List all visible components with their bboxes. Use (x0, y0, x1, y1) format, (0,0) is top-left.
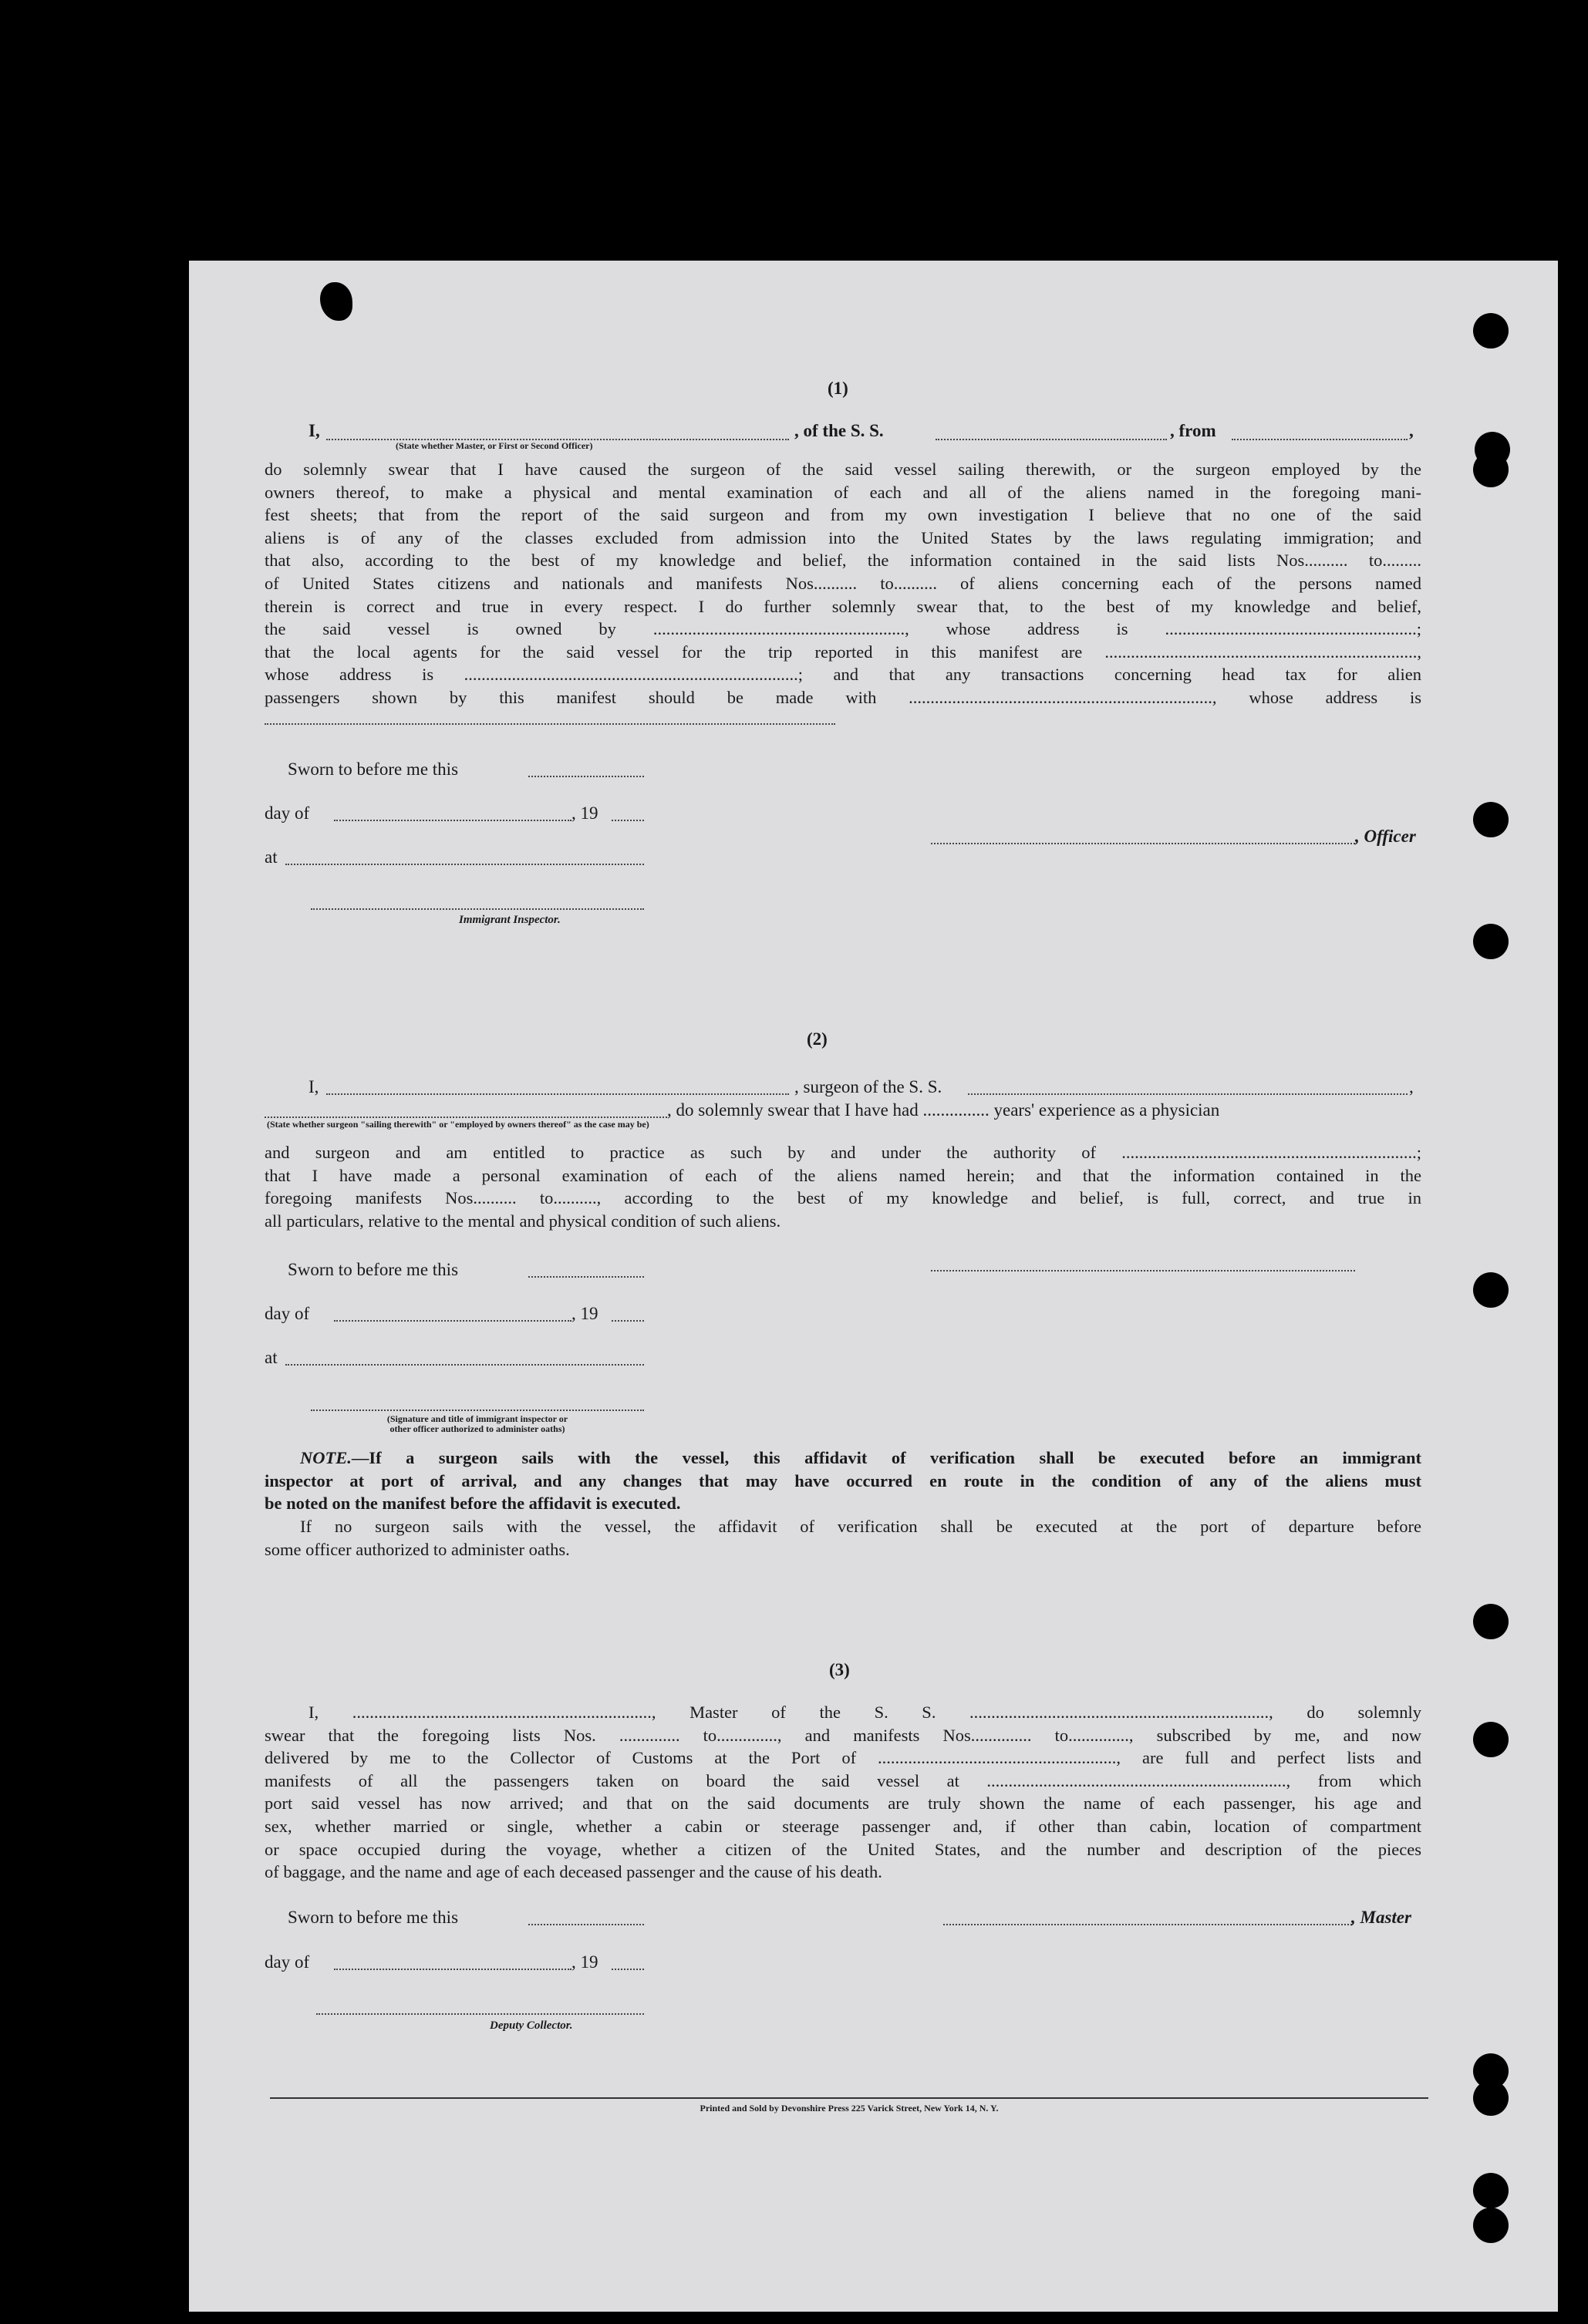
s2-oath-paragraph: and surgeon and am entitled to practice as such by and under the authority of ....................................................................; that I have made a personal examination of each of the aliens named herein; and that the information contained in the foregoing manifests Nos.......... to.........., according to the best of my knowledge and belief, is full, correct, and true in all particulars, relative to the mental and physical condition of such aliens. (265, 1143, 1421, 1231)
s1-sworn-label: Sworn to before me this (288, 760, 459, 779)
s2-experience-line: , do solemnly swear that I have had ............... years' experience as a physician (667, 1100, 1220, 1120)
footer-rule (270, 2097, 1428, 2099)
s1-end-comma: , (1409, 421, 1414, 440)
punch-hole (1473, 1722, 1509, 1757)
note-label: NOTE. (300, 1448, 352, 1467)
section-2-number: (2) (807, 1029, 828, 1049)
s2-inspector-signature[interactable] (311, 1410, 644, 1411)
s1-officer-signature[interactable] (931, 843, 1355, 844)
s1-ship-field[interactable] (936, 439, 1167, 440)
s2-sworn-field[interactable] (528, 1276, 644, 1278)
s1-sworn-field[interactable] (528, 776, 644, 777)
s2-day-field[interactable] (334, 1320, 571, 1322)
s2-at-label: at (265, 1348, 278, 1367)
s3-year-label: , 19 (571, 1952, 598, 1972)
s3-collector-signature[interactable] (316, 2013, 644, 2015)
punch-hole (1473, 2173, 1509, 2208)
s2-surgeon-name-field[interactable] (326, 1093, 789, 1095)
s1-from-field[interactable] (1232, 439, 1408, 440)
s1-i-label: I, (308, 421, 320, 440)
s2-hint: (State whether surgeon "sailing therewith" or "employed by owners thereof" as the case may be) (267, 1119, 649, 1130)
s3-day-label: day of (265, 1952, 310, 1972)
section-3-number: (3) (829, 1660, 850, 1679)
punch-hole (1473, 924, 1509, 959)
punch-hole (1473, 2208, 1509, 2243)
note-paragraph-1: NOTE.—If a surgeon sails with the vessel, this affidavit of verification shall be executed before an immigrant inspector at port of arrival, and any changes that may have occurred en route in the condition of any of the aliens must be noted on the manifest before the affidavit is executed. (265, 1448, 1421, 1514)
form-page (189, 261, 1558, 2312)
note-paragraph-2: If no surgeon sails with the vessel, the affidavit of verification shall be executed at the port of departure before some officer authorized to administer oaths. (265, 1517, 1421, 1559)
s1-at-label: at (265, 847, 278, 867)
s2-status-field[interactable] (265, 1117, 667, 1118)
s2-day-label: day of (265, 1304, 310, 1323)
s2-year-field[interactable] (612, 1320, 644, 1322)
s2-i-label: I, (308, 1077, 319, 1096)
printer-imprint: Printed and Sold by Devonshire Press 225 Varick Street, New York 14, N. Y. (700, 2103, 999, 2113)
s3-collector-label: Deputy Collector. (490, 2019, 573, 2032)
s1-inspector-signature[interactable] (311, 908, 644, 910)
punch-hole (1473, 802, 1509, 837)
s3-oath-paragraph: I, ....................................................................., Master of the S. S. ....................................................................., do solemnly swear that the foregoing lists Nos. .............. to.............., and manifests Nos.............. to.............., subscribed by me, and now delivered by me to the Collector of Customs at the Port of ......................................................., are full and perfect lists and manifests of all the passengers taken on board the said vessel at ....................................................................., from which port said vessel has now arrived; and that on the said documents are truly shown the name of each passenger, his age and sex, whether married or single, whether a cabin or steerage passenger and, if other than cabin, location of compartment or space occupied during the voyage, whether a citizen of the United States, and the number and description of the pieces of baggage, and the name and age of each deceased passenger and the cause of his death. (265, 1703, 1421, 1882)
s2-sworn-label: Sworn to before me this (288, 1260, 459, 1279)
s3-sworn-field[interactable] (528, 1924, 644, 1925)
s1-hint: (State whether Master, or First or Second Officer) (396, 440, 593, 451)
s2-surgeon-signature[interactable] (931, 1270, 1355, 1271)
s1-day-label: day of (265, 803, 310, 823)
s1-year-label: , 19 (571, 803, 598, 823)
s1-address-field[interactable] (265, 723, 835, 725)
punch-hole (1473, 452, 1509, 487)
punch-hole (1473, 2080, 1509, 2116)
s3-master-label: , Master (1351, 1908, 1411, 1927)
s1-day-field[interactable] (334, 820, 571, 821)
s2-surgeon-label: , surgeon of the S. S. (794, 1077, 942, 1096)
s2-end-comma: , (1409, 1077, 1414, 1096)
s3-sworn-label: Sworn to before me this (288, 1908, 459, 1927)
s2-sig-caption-1: (Signature and title of immigrant inspector or (386, 1413, 568, 1424)
s2-sig-caption-2: other officer authorized to administer oaths) (389, 1423, 565, 1434)
punch-hole (1473, 313, 1509, 349)
s3-year-field[interactable] (612, 1969, 644, 1970)
s2-ship-field[interactable] (968, 1093, 1408, 1095)
s3-day-field[interactable] (334, 1969, 571, 1970)
s1-ship-label: , of the S. S. (794, 421, 884, 440)
punch-hole (1473, 1604, 1509, 1639)
punch-hole (1473, 1272, 1509, 1308)
s1-officer-label: , Officer (1355, 827, 1416, 846)
s3-master-signature[interactable] (943, 1924, 1352, 1925)
s1-at-field[interactable] (285, 864, 644, 865)
section-1-number: (1) (828, 379, 848, 398)
s1-oath-paragraph: do solemnly swear that I have caused the surgeon of the said vessel sailing therewith, or the surgeon employed by the owners thereof, to make a physical and mental examination of each and all of the aliens named in the foregoing mani- fest sheets; that from the report of the said surgeon and from my own investigation I believe that no one of the said aliens is of any of the classes excluded from admission into the United States by the laws regulating immigration; and that also, according to the best of my knowledge and belief, the information contained in the said lists Nos.......... to......... of United States citizens and nationals and manifests Nos.......... to.......... of aliens concerning each of the persons named therein is correct and true in every respect. I do further solemnly swear that, to the best of my knowledge and belief, the said vessel is owned by .........................................................., whose address is ..........................................................; that the local agents for the said vessel for the trip reported in this manifest are ........................................................................, whose address is .............................................................................; and that any transactions concerning head tax for alien passengers shown by this manifest should be made with ......................................................................, whose address is (265, 460, 1421, 707)
s2-at-field[interactable] (285, 1364, 644, 1366)
s1-year-field[interactable] (612, 820, 644, 821)
ink-blot (320, 282, 352, 321)
s2-year-label: , 19 (571, 1304, 598, 1323)
s1-inspector-label: Immigrant Inspector. (459, 914, 561, 926)
s1-from-label: , from (1170, 421, 1216, 440)
